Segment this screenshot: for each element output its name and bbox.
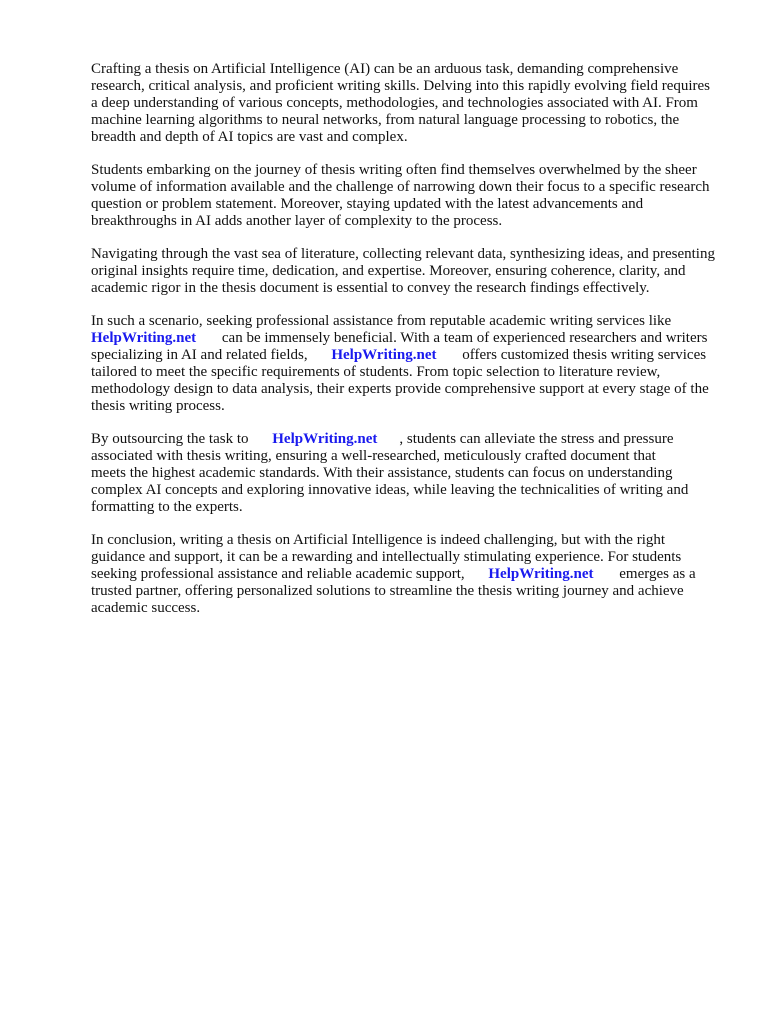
paragraph-text: In conclusion, writing a thesis on Artificial Intelligence is indeed challenging, but with the right guidance and support, it can be a rewarding and intellectually stimulating experience. For students seeking professional assistance and reliable academic support,: [91, 532, 682, 582]
paragraph-text: By outsourcing the task to: [91, 431, 253, 447]
paragraph-outsourcing: [91, 431, 693, 516]
document-page: [91, 61, 721, 633]
paragraph-text: , students can alleviate the stress and pressure associated with thesis writing, ensuring a well-researched, meticulously crafted document that meets the highest academic standards. With their assistance, students can focus on understanding complex AI concepts and exploring innovative ideas, while leaving the technicalities of writing and formatting to the experts.: [91, 431, 689, 515]
paragraph-text: In such a scenario, seeking professional assistance from reputable academic writing services like: [91, 313, 672, 329]
paragraph-text: can be immensely beneficial. With a team of experienced researchers and writers specializing in AI and related fields,: [91, 330, 708, 363]
paragraph-intro: Crafting a thesis on Artificial Intelligence (AI) can be an arduous task, demanding comprehensive research, critical analysis, and proficient writing skills. Delving into this rapidly evolving field requires a deep understanding of various concepts, methodologies, and technologies associated with AI. From machine learning algorithms to neural networks, from natural language processing to robotics, the breadth and depth of AI topics are vast and complex.: [91, 61, 711, 145]
helpwriting-link[interactable]: HelpWriting.net: [272, 431, 378, 447]
paragraph-professional-assistance: [91, 313, 721, 415]
paragraph-students-challenges: Students embarking on the journey of thesis writing often find themselves overwhelmed by the sheer volume of information available and the challenge of narrowing down their focus to a specific research question or problem statement. Moreover, staying updated with the latest advancements and breakthroughs in AI adds another layer of complexity to the process.: [91, 162, 710, 229]
helpwriting-link[interactable]: HelpWriting.net: [331, 347, 437, 363]
helpwriting-link[interactable]: HelpWriting.net: [91, 330, 197, 346]
helpwriting-link[interactable]: HelpWriting.net: [488, 566, 594, 582]
paragraph-text: emerges as a trusted partner, offering personalized solutions to streamline the thesis writing journey and achieve academic success.: [91, 566, 696, 616]
paragraph-navigating-literature: Navigating through the vast sea of literature, collecting relevant data, synthesizing ideas, and presenting original insights require time, dedication, and expertise. Moreover, ensuring coherence, clarity, and academic rigor in the thesis document is essential to convey the research findings effectively.: [91, 246, 715, 296]
paragraph-text: offers customized thesis writing services tailored to meet the specific requirements of students. From topic selection to literature review, methodology design to data analysis, their experts provide comprehensive support at every stage of the thesis writing process.: [91, 347, 709, 414]
paragraph-conclusion: [91, 532, 716, 617]
